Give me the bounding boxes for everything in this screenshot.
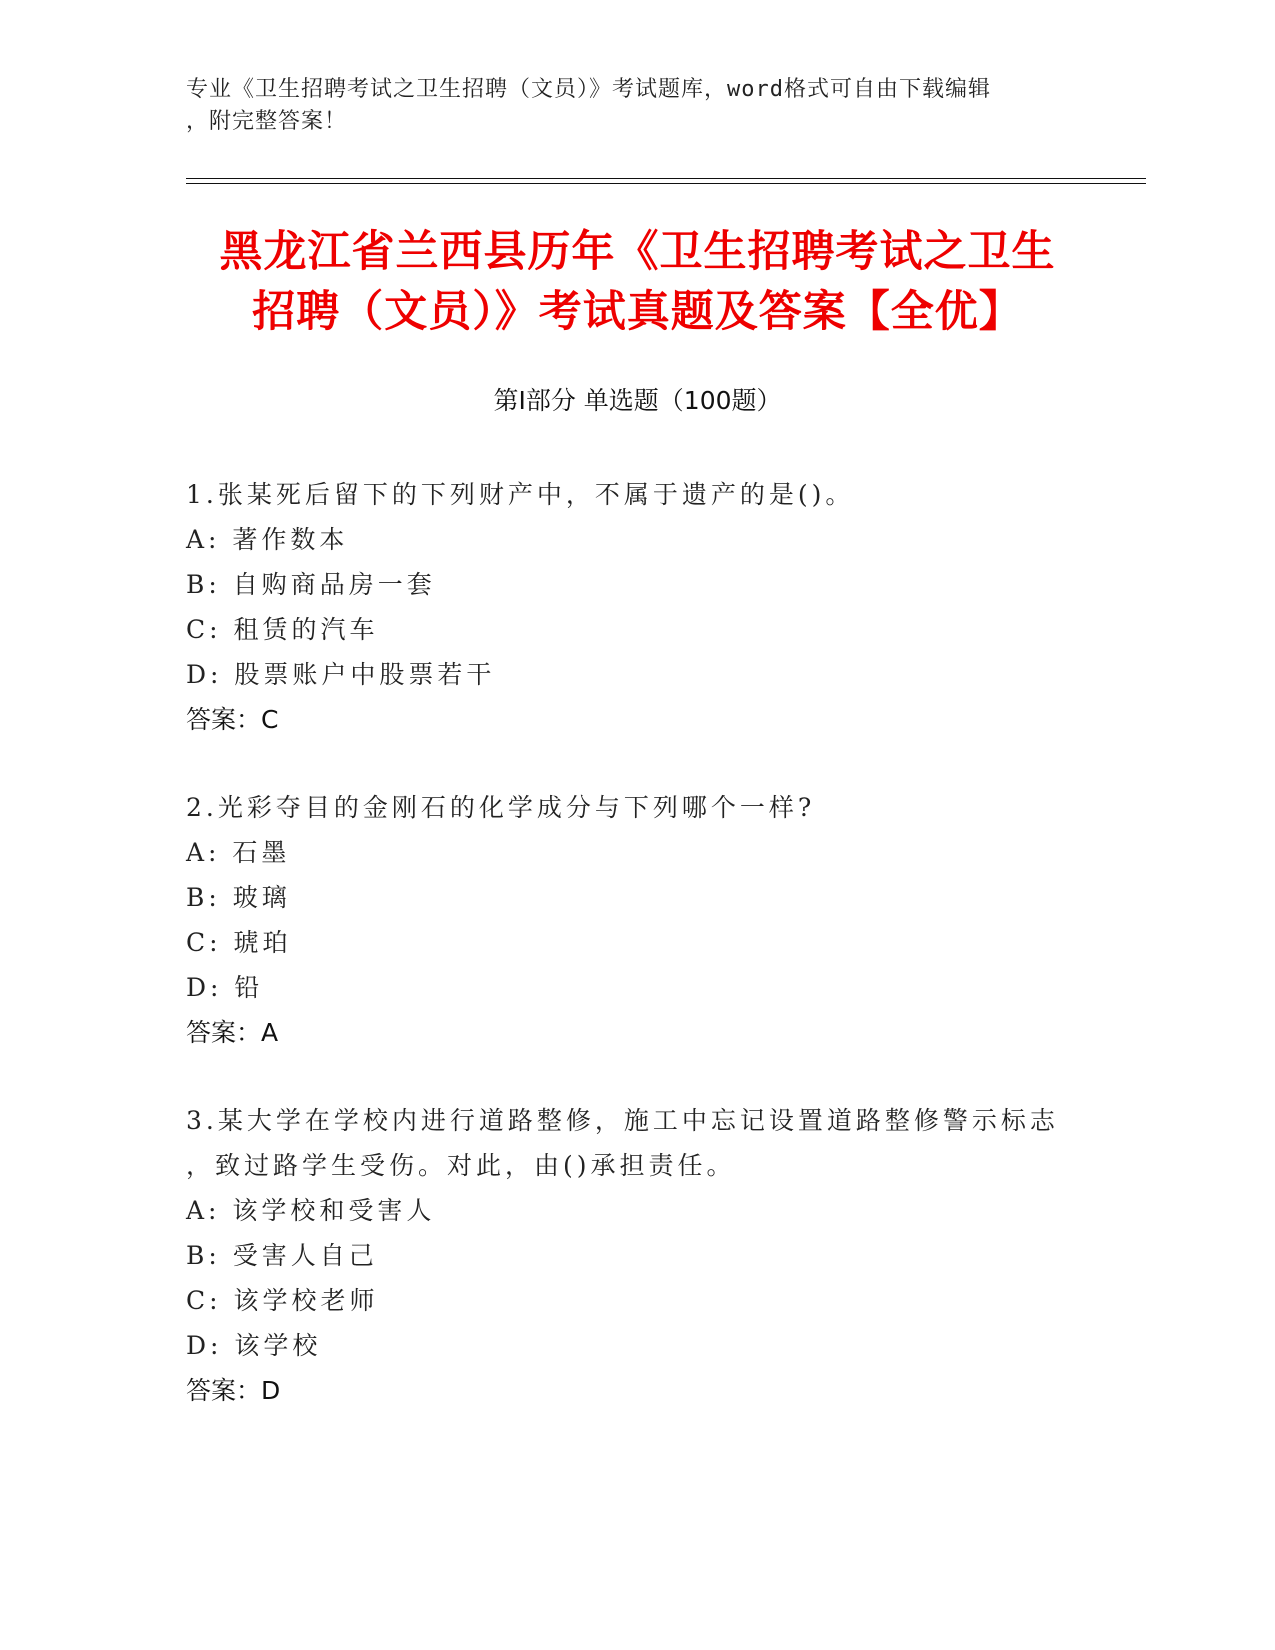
option-c: C: 该学校老师 <box>186 1286 379 1315</box>
question-list <box>186 472 1086 1456</box>
option-b: B: 玻璃 <box>186 883 291 912</box>
header-divider-top <box>186 178 1146 179</box>
option-a: A: 该学校和受害人 <box>186 1196 436 1225</box>
option-c: C: 琥珀 <box>186 928 292 957</box>
question-stem-line-1: 3.某大学在学校内进行道路整修，施工中忘记设置道路整修警示标志 <box>186 1106 1059 1135</box>
answer-line: 答案：A <box>186 1018 279 1047</box>
question-stem: 1.张某死后留下的下列财产中，不属于遗产的是()。 <box>186 480 855 509</box>
question-3 <box>186 1098 1086 1413</box>
section-heading: 第Ⅰ部分 单选题（100题） <box>493 386 782 415</box>
question-1 <box>186 472 1086 742</box>
option-c: C: 租赁的汽车 <box>186 615 379 644</box>
option-a: A: 著作数本 <box>186 525 349 554</box>
option-a: A: 石墨 <box>186 838 291 867</box>
document-title-line-2: 招聘（文员）》考试真题及答案【全优】 <box>252 287 1023 337</box>
header-note-line-1: 专业《卫生招聘考试之卫生招聘（文员）》考试题库，word格式可自由下载编辑 <box>186 77 991 102</box>
document-title-line-1: 黑龙江省兰西县历年《卫生招聘考试之卫生 <box>219 227 1056 277</box>
header-divider-bottom <box>186 183 1146 184</box>
question-stem: 2.光彩夺目的金刚石的化学成分与下列哪个一样? <box>186 793 816 822</box>
answer-line: 答案：D <box>186 1376 281 1405</box>
header-note <box>186 74 1066 138</box>
option-d: D: 该学校 <box>186 1331 322 1360</box>
option-d: D: 铅 <box>186 973 264 1002</box>
header-note-line-2: ，附完整答案！ <box>186 109 348 134</box>
answer-line: 答案：C <box>186 705 279 734</box>
document-title <box>150 222 1125 342</box>
question-2 <box>186 785 1086 1055</box>
question-stem-line-2: ，致过路学生受伤。对此，由()承担责任。 <box>186 1151 736 1180</box>
option-b: B: 受害人自己 <box>186 1241 378 1270</box>
option-b: B: 自购商品房一套 <box>186 570 436 599</box>
option-d: D: 股票账户中股票若干 <box>186 660 496 689</box>
